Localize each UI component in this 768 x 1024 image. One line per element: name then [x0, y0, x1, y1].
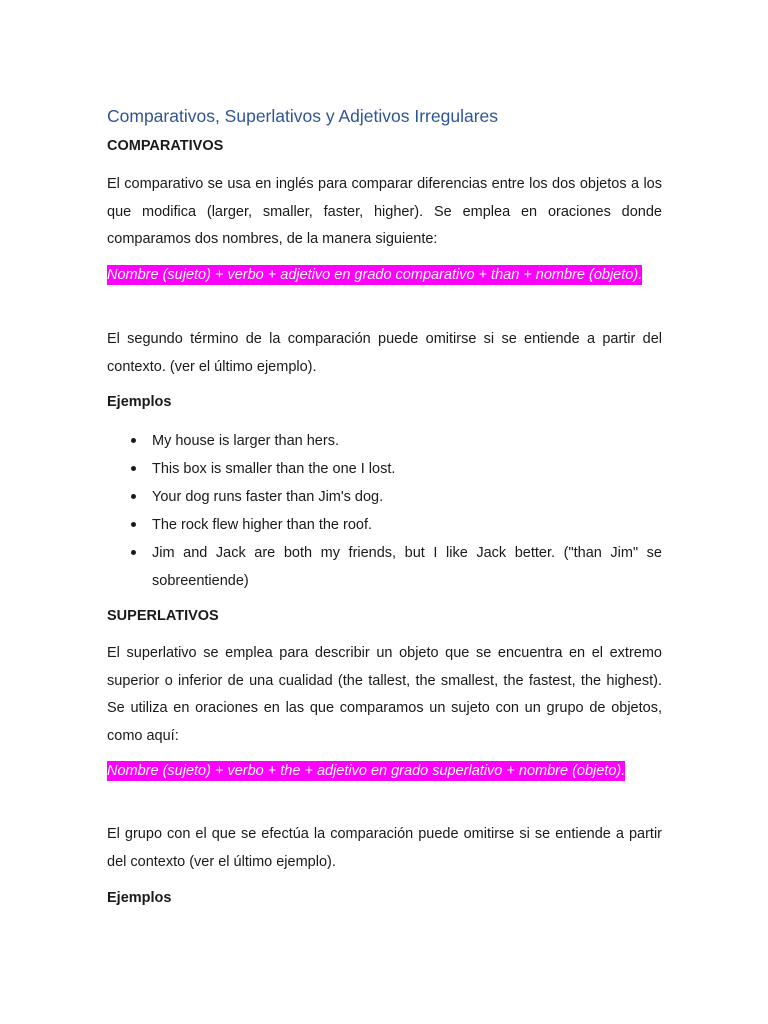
- bullet-icon: [131, 466, 136, 471]
- list-item: [107, 455, 662, 483]
- example-text: Jim and Jack are both my friends, but I like Jack better. ("than Jim" se sobreentiende): [152, 545, 662, 589]
- list-item: [107, 511, 662, 539]
- example-text: Your dog runs faster than Jim's dog.: [152, 489, 384, 505]
- comparativos-examples-heading: Ejemplos: [107, 394, 172, 410]
- list-item: [107, 483, 662, 511]
- superlativos-note: El grupo con el que se efectúa la comparación puede omitirse si se entiende a partir del contexto (ver el último ejemplo).: [107, 826, 662, 870]
- comparativos-formula-highlight: Nombre (sujeto) + verbo + adjetivo en grado comparativo + than + nombre (objeto).: [107, 267, 643, 283]
- section-heading-superlativos: SUPERLATIVOS: [107, 608, 219, 624]
- document-title: Comparativos, Superlativos y Adjetivos Irregulares: [107, 106, 499, 126]
- example-text: My house is larger than hers.: [152, 433, 339, 449]
- comparativos-formula: [107, 262, 662, 290]
- comparativos-note: El segundo término de la comparación puede omitirse si se entiende a partir del contexto. (ver el último ejemplo).: [107, 331, 662, 375]
- bullet-icon: [131, 438, 136, 443]
- example-text: This box is smaller than the one I lost.: [152, 461, 396, 477]
- section-heading-comparativos: COMPARATIVOS: [107, 138, 224, 154]
- comparativos-examples-list: [107, 427, 662, 595]
- list-item: [107, 427, 662, 455]
- bullet-icon: [131, 494, 136, 499]
- bullet-icon: [131, 550, 136, 555]
- bullet-icon: [131, 522, 136, 527]
- superlativos-formula-highlight: Nombre (sujeto) + verbo + the + adjetivo en grado superlativo + nombre (objeto).: [107, 763, 626, 779]
- superlativos-intro: El superlativo se emplea para describir un objeto que se encuentra en el extremo superior o inferior de una cualidad (the tallest, the smallest, the fastest, the highest). Se utiliza en oraciones en las que comparamos un sujeto con un grupo de objetos, como aquí:: [107, 645, 662, 744]
- superlativos-formula: [107, 758, 662, 786]
- example-text: The rock flew higher than the roof.: [152, 517, 373, 533]
- superlativos-examples-heading: Ejemplos: [107, 890, 172, 906]
- comparativos-intro: El comparativo se usa en inglés para comparar diferencias entre los dos objetos a los que modifica (larger, smaller, faster, higher). Se emplea en oraciones donde comparamos dos nombres, de la manera siguiente:: [107, 176, 662, 247]
- list-item: [107, 539, 662, 595]
